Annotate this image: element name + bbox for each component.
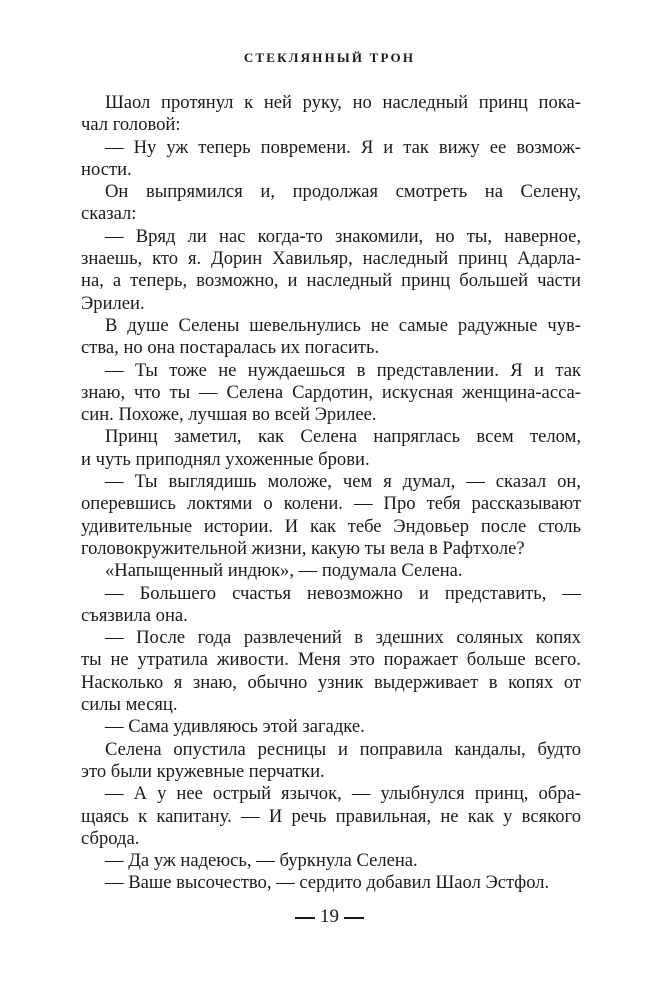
text-line: оперевшись локтями о колени. — Про тебя рассказывают xyxy=(81,493,581,515)
text-line: — Большего счастья невозможно и представить, — xyxy=(105,582,581,604)
text-line: ты не утратила живости. Меня это поражает больше всего. xyxy=(81,649,581,671)
text-line: сброда. xyxy=(81,827,140,849)
text-line: син. Похоже, лучшая во всей Эрилее. xyxy=(81,404,377,426)
text-line: головокружительной жизни, какую ты вела в Рафтхоле? xyxy=(81,537,525,559)
text-line: Принц заметил, как Селена напряглась всем телом, xyxy=(105,426,581,448)
text-line: щаясь к капитану. — И речь правильная, не как у всякого xyxy=(81,805,581,827)
text-line: Эрилеи. xyxy=(81,292,145,314)
text-line: на, а теперь, возможно, и наследный принц большей части xyxy=(81,270,581,292)
text-line: это были кружевные перчатки. xyxy=(81,760,325,782)
text-line: — Ты выглядишь моложе, чем я думал, — сказал он, xyxy=(105,471,581,493)
text-line: Насколько я знаю, обычно узник выдерживает в копях от xyxy=(81,671,581,693)
page-number-dash-left xyxy=(295,917,315,919)
text-line: знаю, что ты — Селена Сардотин, искусная женщина-асса- xyxy=(81,381,581,403)
page-number-footer xyxy=(0,906,659,928)
text-line: Шаол протянул к ней руку, но наследный принц пока- xyxy=(105,92,581,113)
text-line: силы месяц. xyxy=(81,694,178,716)
text-line: Он выпрямился и, продолжая смотреть на Селену, xyxy=(105,181,581,203)
text-line: — Вряд ли нас когда-то знакомили, но ты, наверное, xyxy=(105,225,581,247)
text-line: съязвила она. xyxy=(81,604,188,626)
text-line: В душе Селены шевельнулись не самые радужные чув- xyxy=(105,314,581,336)
page-number-dash-right xyxy=(344,917,364,919)
body-text xyxy=(81,92,581,895)
running-title: СТЕКЛЯННЫЙ ТРОН xyxy=(243,50,416,65)
text-line: — А у нее острый язычок, — улыбнулся принц, обра- xyxy=(105,783,581,805)
text-line: сказал: xyxy=(81,203,137,225)
text-line: ства, но она постаралась их погасить. xyxy=(81,337,380,359)
text-line: — Да уж надеюсь, — буркнула Селена. xyxy=(105,850,418,872)
text-line: и чуть приподнял ухоженные брови. xyxy=(81,448,370,470)
text-line: — Ты тоже не нуждаешься в представлении. Я и так xyxy=(105,359,581,381)
text-line: ности. xyxy=(81,158,132,180)
page-number: 19 xyxy=(320,906,339,927)
text-line: Селена опустила ресницы и поправила кандалы, будто xyxy=(105,738,581,760)
text-line: чал головой: xyxy=(81,114,181,136)
text-line: — Сама удивляюсь этой загадке. xyxy=(105,716,365,738)
text-line: удивительные истории. И как тебе Эндовьер после столь xyxy=(81,515,581,537)
text-line: — После года развлечений в здешних соляных копях xyxy=(105,627,581,649)
text-line: — Ну уж теперь повремени. Я и так вижу ее возмож- xyxy=(105,136,581,158)
text-line: — Ваше высочество, — сердито добавил Шаол Эстфол. xyxy=(105,872,550,894)
text-line: знаешь, кто я. Дорин Хавильяр, наследный принц Адарла- xyxy=(81,248,581,270)
text-line: «Напыщенный индюк», — подумала Селена. xyxy=(105,560,463,582)
